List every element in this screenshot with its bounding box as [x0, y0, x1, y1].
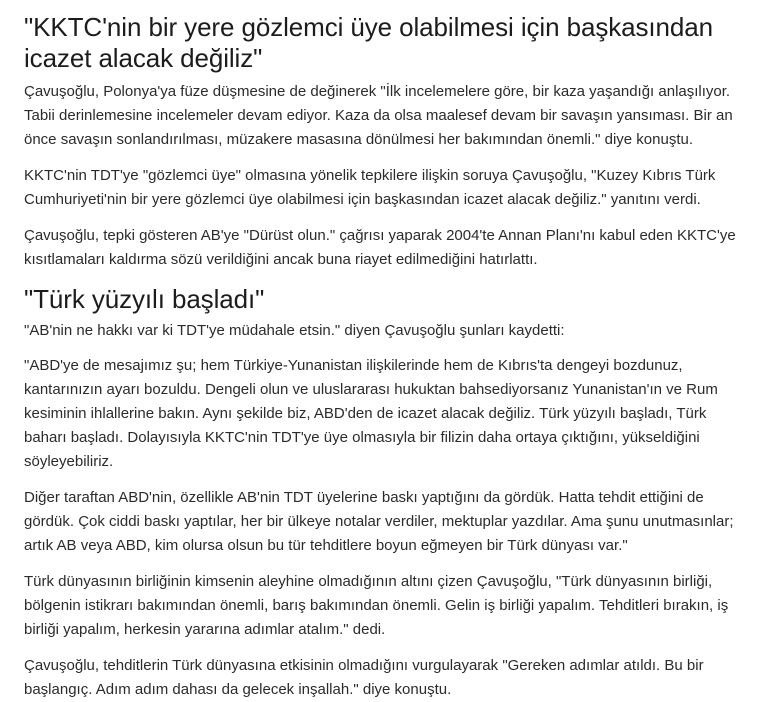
paragraph-abd-mesaj: "ABD'ye de mesajımız şu; hem Türkiye-Yunanistan ilişkilerinde hem de Kıbrıs'ta dengeyi bozdunuz, kantarınızın ayarı bozuldu. Dengeli olun ve uluslararası hukuktan bahsediyorsanız Yunanistan'ın ve Rum kesiminin ihlallerine bakın. Aynı şekilde biz, ABD'den de icazet alacak değiliz. Türk yüzyılı başladı, Türk baharı başladı. Dolayısıyla KKTC'nin TDT'ye üye olmasıyla bir filizin daha ortaya çıktığını, yükseldiğini söyleyebiliriz. — [24, 357, 718, 470]
paragraph-polonya: Çavuşoğlu, Polonya'ya füze düşmesine de değinerek "İlk incelemelere göre, bir kaza yaşandığı anlaşılıyor. Tabii derinlemesine incelemeler devam ediyor. Kaza da olsa maalesef devam bir savaşın yansıması. Bir an önce savaşın sonlandırılması, müzakere masasına dönülmesi her bakımından önemli." diye konuştu. — [24, 83, 733, 148]
paragraph-turk-dunyasi-birligi: Türk dünyasının birliğinin kimsenin aleyhine olmadığının altını çizen Çavuşoğlu, "Türk dünyasının birliği, bölgenin istikrarı bakımından önemli, barış bakımından önemli. Gelin iş birliği yapalım. Tehditleri bırakın, iş birliği yapalım, herkesin yararına adımlar atalım." dedi. — [24, 573, 729, 638]
section-headline-turk-yuzyili: "Türk yüzyılı başladı" — [24, 284, 265, 314]
paragraph-ab-durust: Çavuşoğlu, tepki gösteren AB'ye "Dürüst olun." çağrısı yaparak 2004'te Annan Planı'nı kabul eden KKTC'ye kısıtlamaları kaldırma sözü verildiğini ancak buna riayet edilmediğini hatırlattı. — [24, 227, 736, 268]
paragraph-tdt-gozlemci: KKTC'nin TDT'ye "gözlemci üye" olmasına yönelik tepkilere ilişkin soruya Çavuşoğlu, "Kuzey Kıbrıs Türk Cumhuriyeti'nin bir yere gözlemci üye olabilmesi için başkasından icazet alacak değiliz." yanıtını verdi. — [24, 167, 716, 208]
paragraph-baski: Diğer taraftan ABD'nin, özellikle AB'nin TDT üyelerine baskı yaptığını da gördük. Hatta tehdit ettiğini de gördük. Çok ciddi baskı yaptılar, her bir ülkeye notalar verdiler, mektuplar yazdılar. Ama şunu unutmasınlar; artık AB veya ABD, kim olursa olsun bu tür tehditlere boyun eğmeyen bir Türk dünyası var." — [24, 489, 734, 554]
paragraph-ab-hakki: "AB'nin ne hakkı var ki TDT'ye müdahale etsin." diyen Çavuşoğlu şunları kaydetti: — [24, 322, 565, 339]
paragraph-adimlar: Çavuşoğlu, tehditlerin Türk dünyasına etkisinin olmadığını vurgulayarak "Gereken adımlar atıldı. Bu bir başlangıç. Adım adım dahası da gelecek inşallah." diye konuştu. — [24, 657, 704, 698]
section-headline-kktc: "KKTC'nin bir yere gözlemci üye olabilmesi için başkasından icazet alacak değiliz" — [24, 12, 713, 73]
